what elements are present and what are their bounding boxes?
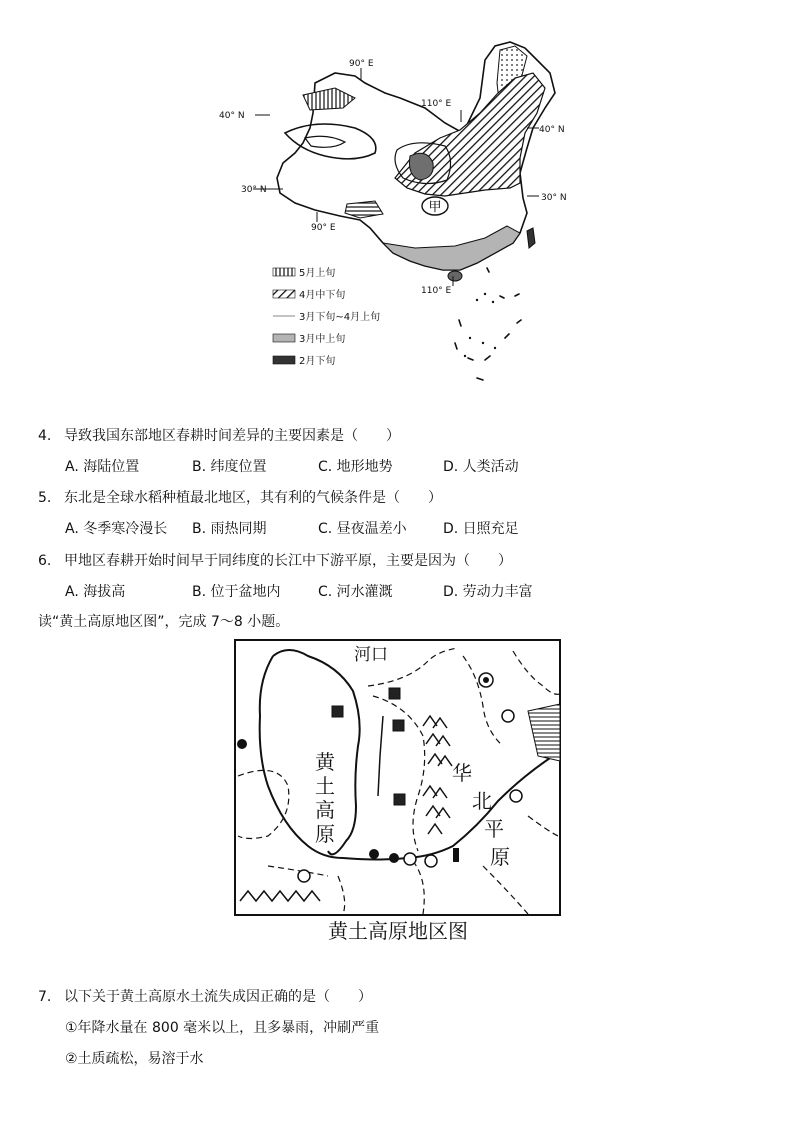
option-c: C. 地形地势 bbox=[318, 459, 393, 475]
option-a: A. 海拔高 bbox=[65, 584, 126, 600]
option-b: B. 雨热同期 bbox=[192, 521, 267, 537]
label-yuan2: 原 bbox=[490, 845, 510, 869]
question-text: 以下关于黄土高原水土流失成因正确的是（ ） bbox=[64, 989, 372, 1005]
question-number: 5. bbox=[38, 490, 52, 506]
option-b: B. 纬度位置 bbox=[192, 459, 267, 475]
option-a: A. 冬季寒冷漫长 bbox=[65, 521, 168, 537]
lat-label-40n-east: 40° N bbox=[539, 125, 565, 135]
lon-label-90e-bottom: 90° E bbox=[311, 223, 336, 233]
option-d: D. 劳动力丰富 bbox=[443, 584, 533, 600]
lat-label-30n-east: 30° N bbox=[541, 193, 567, 203]
legend-label-apr-mid-late: 4月中下旬 bbox=[299, 290, 346, 301]
question-text: 甲地区春耕开始时间早于同纬度的长江中下游平原，主要是因为（ ） bbox=[64, 553, 512, 569]
question-number: 7. bbox=[38, 989, 52, 1005]
label-gao: 高 bbox=[315, 798, 335, 822]
option-d: D. 人类活动 bbox=[443, 459, 519, 475]
china-spring-plowing-map bbox=[215, 38, 595, 383]
legend-label-mar-late-apr-early: 3月下旬~4月上旬 bbox=[299, 312, 381, 323]
option-c: C. 昼夜温差小 bbox=[318, 521, 407, 537]
option-c: C. 河水灌溉 bbox=[318, 584, 393, 600]
lon-label-110e-top: 110° E bbox=[421, 99, 452, 109]
lat-label-40n-west: 40° N bbox=[219, 111, 245, 121]
question-number: 6. bbox=[38, 553, 52, 569]
legend-label-mar-early-mid: 3月中上旬 bbox=[299, 334, 346, 345]
loess-plateau-map bbox=[228, 636, 568, 946]
statement-1: ①年降水量在 800 毫米以上，且多暴雨，冲刷严重 bbox=[65, 1020, 380, 1036]
reading-instruction: 读“黄土高原地区图”，完成 7～8 小题。 bbox=[38, 614, 290, 630]
label-ping: 平 bbox=[484, 817, 504, 841]
lon-label-90e-top: 90° E bbox=[349, 59, 374, 69]
label-hekou: 河口 bbox=[354, 645, 388, 665]
label-huang: 黄 bbox=[315, 750, 335, 774]
legend-label-may-early: 5月上旬 bbox=[299, 268, 336, 279]
label-bei: 北 bbox=[472, 789, 492, 813]
label-hua: 华 bbox=[452, 761, 472, 785]
label-yuan: 原 bbox=[315, 822, 335, 846]
option-d: D. 日照充足 bbox=[443, 521, 519, 537]
lon-label-110e-bottom: 110° E bbox=[421, 286, 452, 296]
marker-jia: 甲 bbox=[428, 200, 442, 215]
legend-label-feb-late: 2月下旬 bbox=[299, 356, 336, 367]
map-legend bbox=[273, 266, 380, 367]
option-a: A. 海陆位置 bbox=[65, 459, 140, 475]
question-text: 导致我国东部地区春耕时间差异的主要因素是（ ） bbox=[64, 428, 400, 444]
label-tu: 土 bbox=[315, 774, 335, 798]
statement-2: ②土质疏松，易溶于水 bbox=[65, 1051, 204, 1067]
question-text: 东北是全球水稻种植最北地区，其有利的气候条件是（ ） bbox=[64, 490, 442, 506]
option-b: B. 位于盆地内 bbox=[192, 584, 281, 600]
lat-label-30n-west: 30° N bbox=[241, 185, 267, 195]
map-caption: 黄土高原地区图 bbox=[328, 919, 468, 943]
question-number: 4. bbox=[38, 428, 52, 444]
